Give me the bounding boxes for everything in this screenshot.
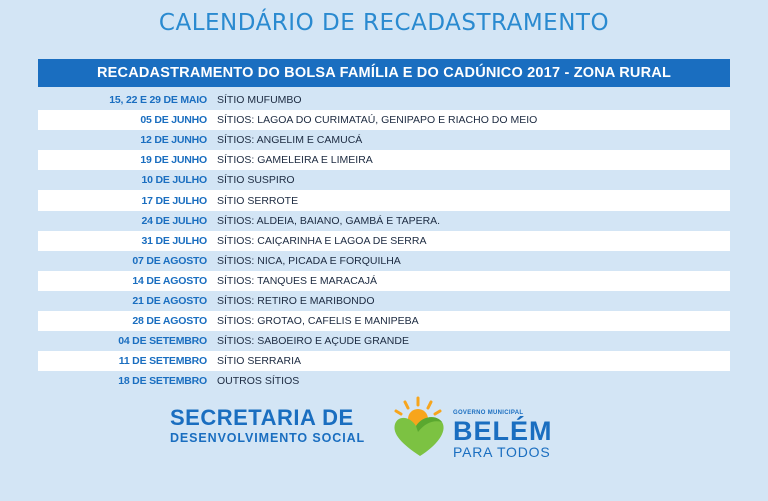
table-row — [38, 190, 730, 210]
row-date: 07 DE AGOSTO — [132, 254, 207, 267]
row-date: 04 DE SETEMBRO — [118, 335, 207, 348]
secretaria-line2: DESENVOLVIMENTO SOCIAL — [170, 431, 366, 445]
row-place: SÍTIOS: ANGELIM E CAMUCÁ — [217, 134, 363, 147]
row-place: SÍTIOS: TANQUES E MARACAJÁ — [217, 274, 378, 287]
row-place: SÍTIO MUFUMBO — [217, 94, 302, 107]
row-place: SÍTIO SERROTE — [217, 194, 299, 207]
table-row — [38, 311, 730, 331]
row-place: SÍTIOS: RETIRO E MARIBONDO — [217, 294, 375, 307]
table-row — [38, 291, 730, 311]
row-place: SÍTIOS: CAIÇARINHA E LAGOA DE SERRA — [217, 234, 427, 247]
table-row — [38, 251, 730, 271]
table-row — [38, 211, 730, 231]
table-row — [38, 150, 730, 170]
row-date: 17 DE JULHO — [141, 194, 207, 207]
logo-tagline: PARA TODOS — [453, 444, 551, 460]
table-row — [38, 371, 730, 391]
table-row — [38, 110, 730, 130]
table-row — [38, 90, 730, 110]
row-place: SÍTIOS: GROTAO, CAFELIS E MANIPEBA — [217, 315, 419, 328]
schedule-list — [38, 90, 730, 391]
logo-name: BELÉM — [453, 416, 553, 446]
heart-sun-logo-icon — [388, 396, 452, 460]
row-date: 18 DE SETEMBRO — [118, 375, 207, 388]
row-date: 19 DE JUNHO — [140, 154, 207, 167]
table-row — [38, 130, 730, 150]
row-place: SÍTIOS: ALDEIA, BAIANO, GAMBÁ E TAPERA. — [217, 214, 441, 227]
row-date: 21 DE AGOSTO — [132, 294, 207, 307]
row-date: 15, 22 E 29 DE MAIO — [109, 94, 207, 107]
row-place: OUTROS SÍTIOS — [217, 375, 300, 388]
row-date: 12 DE JUNHO — [140, 134, 207, 147]
logo-small-label: GOVERNO MUNICIPAL — [453, 410, 524, 416]
page-title: CALENDÁRIO DE RECADASTRAMENTO — [158, 10, 610, 36]
row-date: 10 DE JULHO — [141, 174, 207, 187]
row-date: 24 DE JULHO — [141, 214, 207, 227]
table-row — [38, 331, 730, 351]
row-date: 28 DE AGOSTO — [132, 315, 207, 328]
row-place: SÍTIOS: LAGOA DO CURIMATAÚ, GENIPAPO E RIACHO DO MEIO — [217, 114, 538, 127]
row-place: SÍTIOS: NICA, PICADA E FORQUILHA — [217, 254, 401, 267]
row-place: SÍTIOS: GAMELEIRA E LIMEIRA — [217, 154, 373, 167]
row-place: SÍTIOS: SABOEIRO E AÇUDE GRANDE — [217, 335, 409, 348]
belem-logo — [453, 410, 553, 459]
row-place: SÍTIO SUSPIRO — [217, 174, 295, 187]
secretaria-line1: SECRETARIA DE — [170, 405, 354, 430]
row-date: 31 DE JULHO — [141, 234, 207, 247]
table-row — [38, 170, 730, 190]
table-row — [38, 271, 730, 291]
section-banner: RECADASTRAMENTO DO BOLSA FAMÍLIA E DO CADÚNICO 2017 - ZONA RURAL — [38, 59, 730, 87]
secretaria-label — [170, 407, 365, 445]
row-place: SÍTIO SERRARIA — [217, 355, 302, 368]
row-date: 11 DE SETEMBRO — [118, 355, 207, 368]
table-row — [38, 231, 730, 251]
row-date: 05 DE JUNHO — [140, 114, 207, 127]
row-date: 14 DE AGOSTO — [132, 274, 207, 287]
table-row — [38, 351, 730, 371]
